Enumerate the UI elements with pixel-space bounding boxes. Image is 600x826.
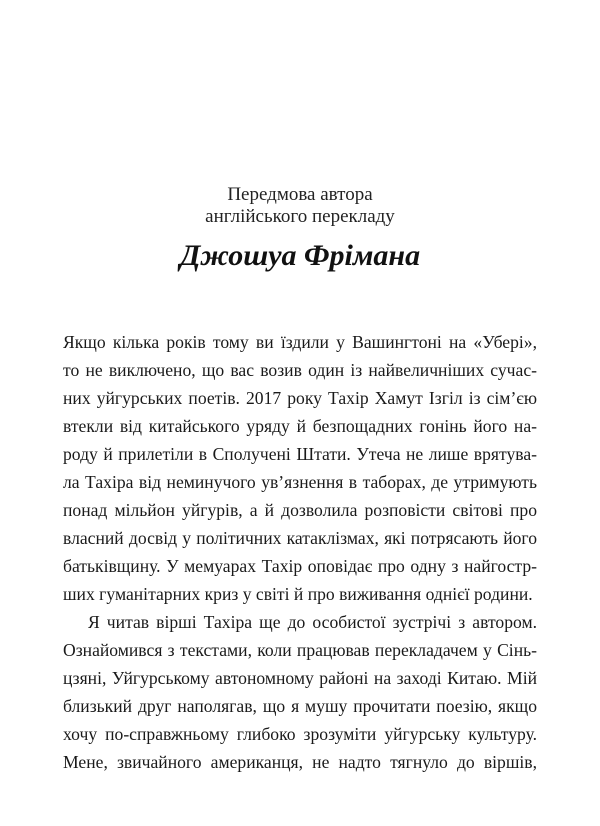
text-line: Я читав вірші Тахіра ще до особистої зустрічі з автором.	[88, 612, 537, 632]
preface-subtitle-line1: Передмова автора	[227, 184, 373, 205]
text-line: них уйгурських поетів. 2017 року Тахір Хамут Ізгіл із сім’єю	[63, 388, 537, 408]
text-line: Ознайомився з текстами, коли працював перекладачем у Сінь-	[63, 640, 537, 660]
text-line: ших гуманітарних криз у світі й про виживання однієї родини.	[63, 584, 533, 604]
text-line: ла Тахіра від неминучого ув’язнення в таборах, де утримують	[63, 472, 537, 492]
preface-subtitle-line2: англійського перекладу	[205, 206, 395, 227]
text-line: батьківщину. У мемуарах Тахір оповідає про одну з найгостр-	[63, 556, 537, 576]
author-name: Джошуа Фрімана	[179, 239, 421, 272]
text-line: цзяні, Уйгурському автономному районі на заході Китаю. Мій	[63, 668, 537, 688]
text-line: роду й прилетіли в Сполучені Штати. Утеча не лише врятува-	[63, 444, 537, 464]
text-line: то не виключено, що вас возив один із найвеличніших сучас-	[63, 360, 537, 380]
text-line: хочу по-справжньому глибоко зрозуміти уйгурську культуру.	[63, 724, 537, 744]
text-line: понад мільйон уйгурів, а й дозволила розповісти світові про	[63, 500, 537, 520]
text-line: близький друг наполягав, що я мушу прочитати поезію, якщо	[63, 696, 537, 716]
text-line: власний досвід у політичних катаклізмах, які потрясають його	[63, 528, 537, 548]
text-line: Якщо кілька років тому ви їздили у Вашингтоні на «Убері»,	[63, 332, 537, 352]
text-line: втекли від китайського уряду й безпощадних гонінь його на-	[63, 416, 537, 436]
text-line: Мене, звичайного американця, не надто тягнуло до віршів,	[63, 752, 537, 772]
